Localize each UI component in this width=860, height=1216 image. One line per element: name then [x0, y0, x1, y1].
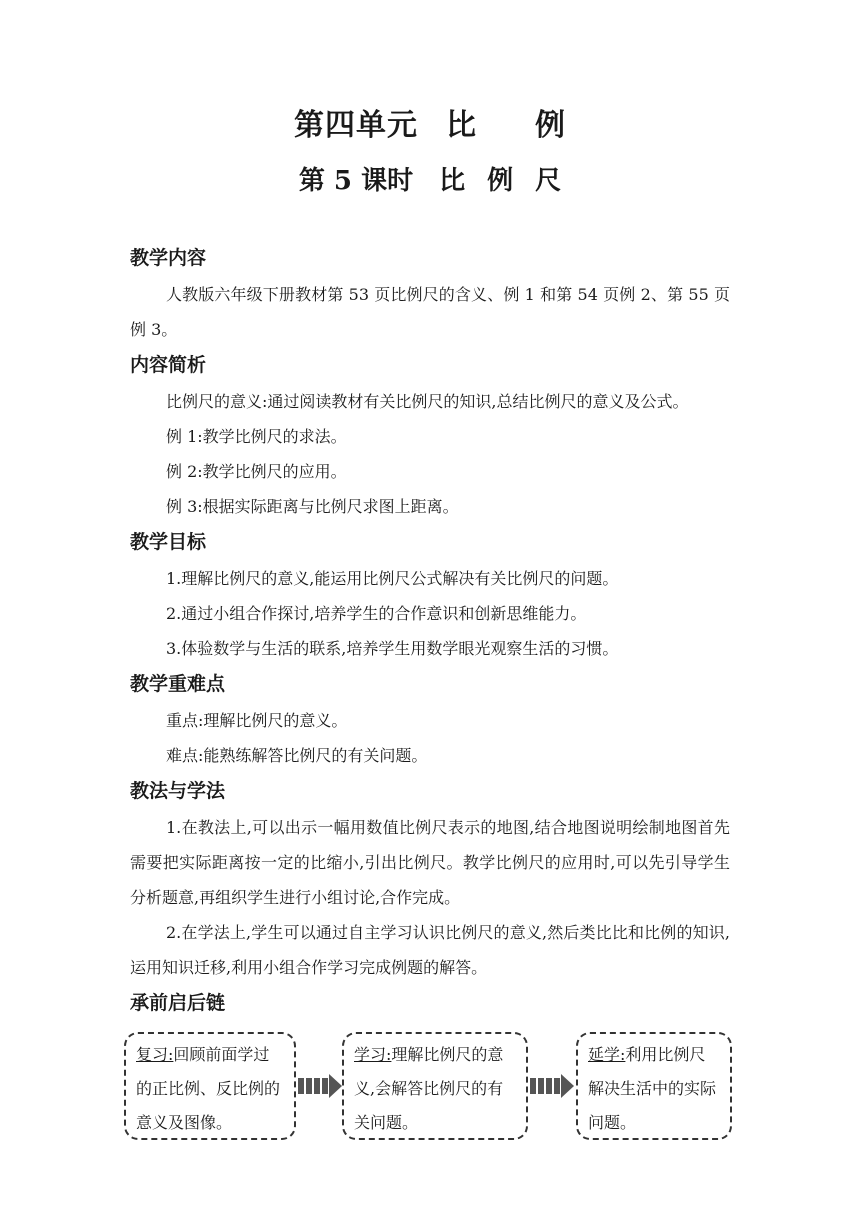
subtitle-lesson: 第 5 课时	[298, 166, 414, 196]
content-paragraph: 人教版六年级下册教材第 53 页比例尺的含义、例 1 和第 54 页例 2、第 55 页例 3。	[130, 285, 730, 339]
section-heading-analysis: 内容简析	[130, 354, 207, 376]
extend-label: 延学:	[588, 1045, 626, 1064]
analysis-item: 例 1:教学比例尺的求法。	[166, 427, 347, 446]
analysis-item: 比例尺的意义:通过阅读教材有关比例尺的知识,总结比例尺的意义及公式。	[166, 392, 689, 411]
section-heading-methods: 教法与学法	[130, 780, 226, 802]
document-body	[130, 240, 730, 1022]
subtitle-char-1: 比	[439, 166, 466, 196]
striped-arrow-icon	[298, 1074, 342, 1098]
subtitle-char-2: 例	[487, 166, 514, 196]
section-heading-key-points: 教学重难点	[130, 673, 226, 695]
title-char-1: 比	[446, 108, 477, 143]
extend-text: 利用比例尺解决生活中的实际问题。	[588, 1045, 717, 1132]
extend-box	[576, 1032, 732, 1140]
goal-item: 2.通过小组合作探讨,培养学生的合作意识和创新思维能力。	[166, 604, 587, 623]
review-box	[124, 1032, 296, 1140]
analysis-item: 例 2:教学比例尺的应用。	[166, 462, 347, 481]
page-title	[0, 100, 860, 144]
analysis-item: 例 3:根据实际距离与比例尺求图上距离。	[166, 497, 459, 516]
section-heading-content: 教学内容	[130, 247, 207, 269]
methods-paragraph: 1.在教法上,可以出示一幅用数值比例尺表示的地图,结合地图说明绘制地图首先需要把实际距离按一定的比缩小,引出比例尺。教学比例尺的应用时,可以先引导学生分析题意,再组织学生进行小组讨论,合作完成。	[130, 818, 730, 907]
section-heading-goals: 教学目标	[130, 531, 207, 553]
learn-box	[342, 1032, 528, 1140]
review-label: 复习:	[136, 1045, 174, 1064]
title-char-2: 例	[535, 108, 566, 143]
page-subtitle	[0, 160, 860, 197]
learning-chain-diagram	[124, 1032, 734, 1146]
subtitle-char-3: 尺	[535, 166, 562, 196]
goal-item: 1.理解比例尺的意义,能运用比例尺公式解决有关比例尺的问题。	[166, 569, 619, 588]
section-heading-chain: 承前启后链	[130, 992, 226, 1014]
goal-item: 3.体验数学与生活的联系,培养学生用数学眼光观察生活的习惯。	[166, 639, 619, 658]
key-point-item: 重点:理解比例尺的意义。	[166, 711, 348, 730]
methods-paragraph: 2.在学法上,学生可以通过自主学习认识比例尺的意义,然后类比比和比例的知识,运用知识迁移,利用小组合作学习完成例题的解答。	[130, 923, 730, 977]
title-unit: 第四单元	[294, 108, 418, 143]
striped-arrow-icon	[530, 1074, 574, 1098]
learn-label: 学习:	[354, 1045, 392, 1064]
key-point-item: 难点:能熟练解答比例尺的有关问题。	[166, 746, 428, 765]
learn-text: 理解比例尺的意义,会解答比例尺的有关问题。	[354, 1045, 504, 1132]
review-text: 回顾前面学过的正比例、反比例的意义及图像。	[136, 1045, 281, 1132]
